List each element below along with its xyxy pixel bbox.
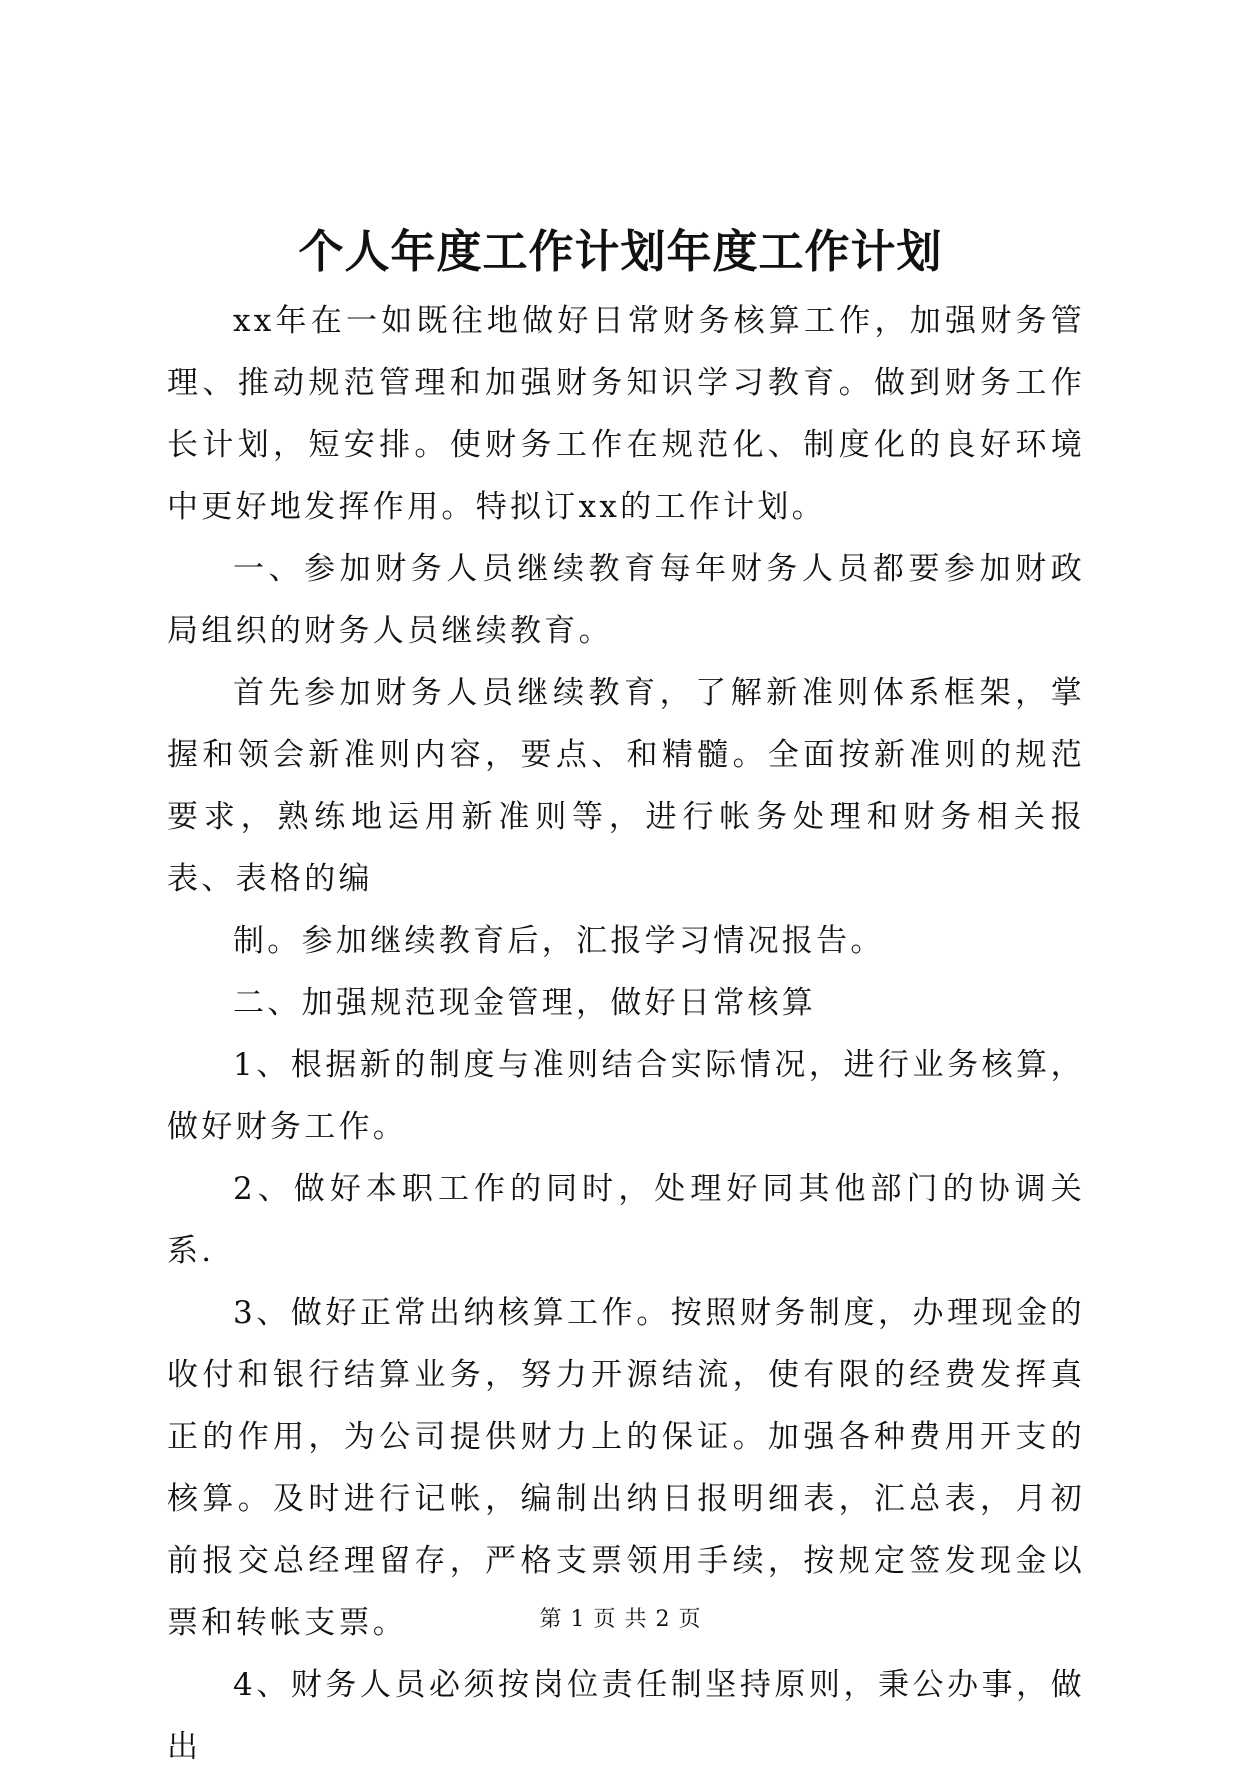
paragraph-intro: xx年在一如既往地做好日常财务核算工作，加强财务管理、推动规范管理和加强财务知识学习教育。做到财务工作长计划，短安排。使财务工作在规范化、制度化的良好环境中更好地发挥作用。特拟订xx的工作计划。 (167, 303, 1085, 525)
document-body (167, 290, 1085, 1778)
paragraph-item-2: 2、做好本职工作的同时，处理好同其他部门的协调关系. (167, 1171, 1085, 1269)
document-title: 个人年度工作计划年度工作计划 (298, 225, 943, 278)
page-number-footer: 第 1 页 共 2 页 (539, 1607, 702, 1632)
paragraph-item-1: 1、根据新的制度与准则结合实际情况，进行业务核算，做好财务工作。 (167, 1047, 1085, 1145)
paragraph-section-one: 一、参加财务人员继续教育每年财务人员都要参加财政局组织的财务人员继续教育。 (167, 551, 1085, 649)
paragraph-continuing-education: 首先参加财务人员继续教育，了解新准则体系框架，掌握和领会新准则内容，要点、和精髓。全面按新准则的规范要求，熟练地运用新准则等，进行帐务处理和财务相关报表、表格的编 (167, 675, 1085, 897)
paragraph-item-3: 3、做好正常出纳核算工作。按照财务制度，办理现金的收付和银行结算业务，努力开源结流，使有限的经费发挥真正的作用，为公司提供财力上的保证。加强各种费用开支的核算。及时进行记帐，编制出纳日报明细表，汇总表，月初前报交总经理留存，严格支票领用手续，按规定签发现金以票和转帐支票。 (167, 1295, 1085, 1641)
paragraph-item-4: 4、财务人员必须按岗位责任制坚持原则，秉公办事，做出 (167, 1667, 1085, 1765)
paragraph-section-two: 二、加强规范现金管理，做好日常核算 (233, 985, 817, 1021)
paragraph-education-report: 制。参加继续教育后，汇报学习情况报告。 (233, 923, 885, 959)
